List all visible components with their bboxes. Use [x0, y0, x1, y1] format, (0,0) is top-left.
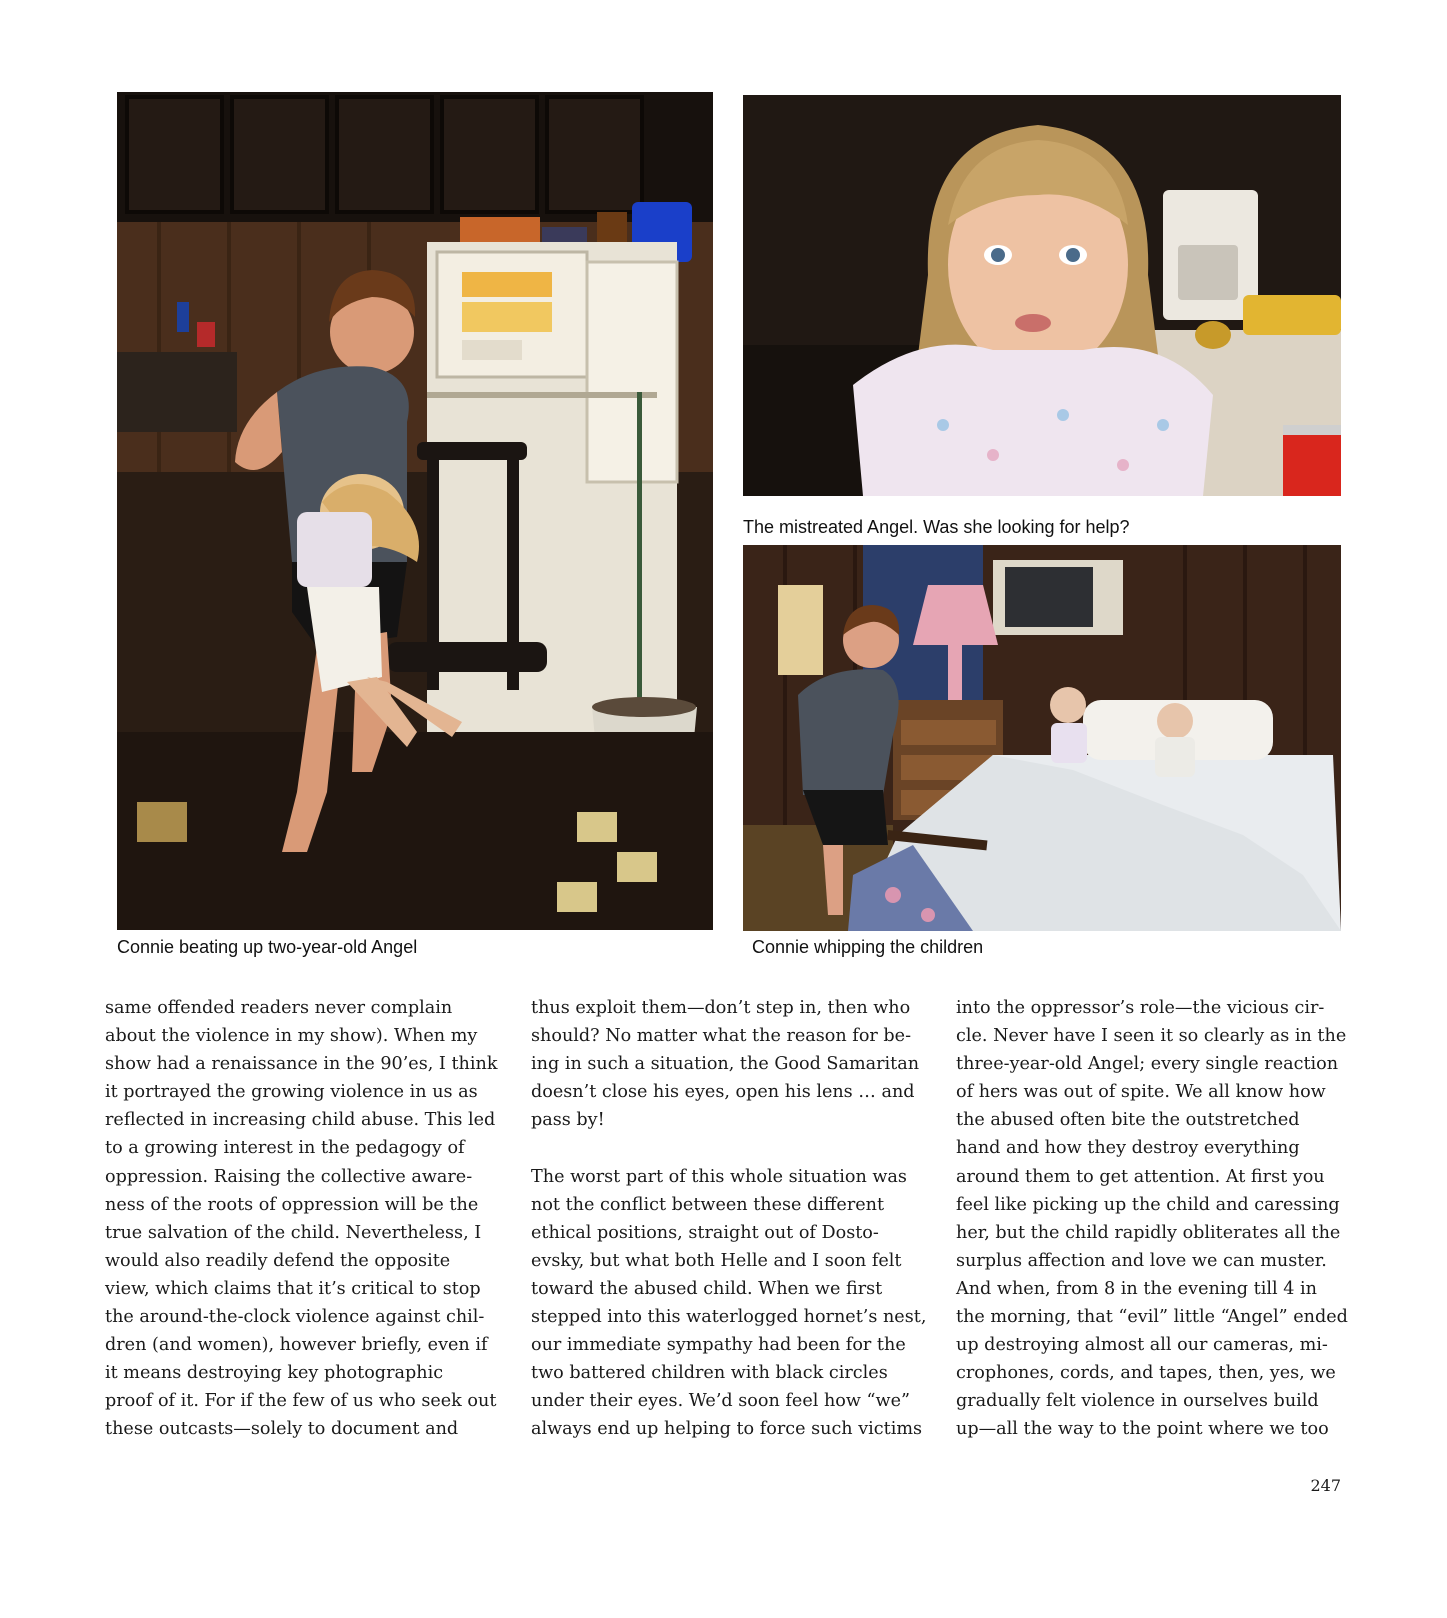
text-line: ness of the roots of oppression will be the — [105, 1194, 479, 1215]
text-line: doesn’t close his eyes, open his lens … and — [531, 1082, 915, 1103]
text-line: crophones, cords, and tapes, then, yes, we — [956, 1363, 1336, 1384]
text-line: thus exploit them—don’t step in, then who — [531, 998, 911, 1018]
text-line: about the violence in my show). When my — [105, 1026, 478, 1047]
text-line: the morning, that “evil” little “Angel” ended — [956, 1307, 1348, 1328]
text-line: to a growing interest in the pedagogy of — [105, 1138, 465, 1159]
text-line: up—all the way to the point where we too — [956, 1419, 1329, 1440]
text-line: stepped into this waterlogged hornet’s nest, — [531, 1307, 927, 1328]
text-column-1 — [105, 994, 505, 1444]
text-line: toward the abused child. When we first — [531, 1278, 883, 1299]
text-line: dren (and women), however briefly, even if — [105, 1335, 488, 1356]
page-number: 247 — [1310, 1476, 1341, 1495]
text-line: oppression. Raising the collective aware- — [105, 1166, 473, 1187]
text-line: three-year-old Angel; every single reaction — [956, 1054, 1339, 1075]
text-line: into the oppressor’s role—the vicious cir- — [956, 998, 1325, 1018]
photo-kitchen-scene — [117, 92, 713, 930]
text-line: would also readily defend the opposite — [105, 1250, 451, 1271]
text-line: reflected in increasing child abuse. This led — [105, 1110, 496, 1131]
figure-caption-top-right: The mistreated Angel. Was she looking for help? — [743, 517, 1130, 537]
text-line: The worst part of this whole situation was — [531, 1166, 907, 1187]
text-line: the around-the-clock violence against chil- — [105, 1307, 485, 1328]
text-line: gradually felt violence in ourselves build — [956, 1391, 1319, 1412]
text-line: the abused often bite the outstretched — [956, 1110, 1300, 1131]
text-line: of hers was out of spite. We all know how — [956, 1082, 1326, 1103]
text-line: view, which claims that it’s critical to stop — [105, 1278, 481, 1299]
text-line: should? No matter what the reason for be- — [531, 1026, 912, 1047]
paragraph-gap — [531, 1134, 931, 1162]
text-column-2 — [531, 994, 931, 1444]
photo-angel-portrait-image — [743, 95, 1341, 496]
text-line: feel like picking up the child and caressing — [956, 1194, 1340, 1215]
text-line: cle. Never have I seen it so clearly as in the — [956, 1026, 1347, 1047]
text-line: true salvation of the child. Nevertheless, I — [105, 1222, 482, 1243]
text-line: evsky, but what both Helle and I soon felt — [531, 1250, 902, 1271]
text-line: show had a renaissance in the 90’es, I think — [105, 1054, 498, 1075]
text-line: her, but the child rapidly obliterates all the — [956, 1222, 1341, 1243]
text-column-3 — [956, 994, 1356, 1444]
photo-angel-portrait — [743, 95, 1341, 496]
text-line: proof of it. For if the few of us who seek out — [105, 1391, 497, 1412]
text-line: not the conflict between these different — [531, 1194, 885, 1215]
photo-bedroom-scene — [743, 545, 1341, 931]
text-line: And when, from 8 in the evening till 4 in — [956, 1278, 1317, 1299]
text-line: it means destroying key photographic — [105, 1363, 444, 1384]
text-line: ing in such a situation, the Good Samaritan — [531, 1054, 920, 1075]
text-line: around them to get attention. At first you — [956, 1166, 1325, 1187]
text-line: always end up helping to force such victims — [531, 1419, 923, 1440]
photo-bedroom-scene-image — [743, 545, 1341, 931]
text-line: pass by! — [531, 1110, 605, 1131]
photo-kitchen-scene-image — [117, 92, 713, 930]
text-line: these outcasts—solely to document and — [105, 1419, 459, 1440]
text-line: our immediate sympathy had been for the — [531, 1335, 906, 1356]
text-line: under their eyes. We’d soon feel how “we” — [531, 1391, 910, 1412]
figure-caption-bottom-right: Connie whipping the children — [752, 937, 984, 957]
text-line: same offended readers never complain — [105, 998, 453, 1018]
text-line: up destroying almost all our cameras, mi- — [956, 1335, 1328, 1356]
text-line: it portrayed the growing violence in us as — [105, 1082, 478, 1103]
text-line: two battered children with black circles — [531, 1363, 888, 1384]
text-line: surplus affection and love we can muster. — [956, 1250, 1327, 1271]
figure-caption-left: Connie beating up two-year-old Angel — [117, 937, 418, 957]
text-line: hand and how they destroy everything — [956, 1138, 1300, 1159]
text-line: ethical positions, straight out of Dosto- — [531, 1222, 879, 1243]
